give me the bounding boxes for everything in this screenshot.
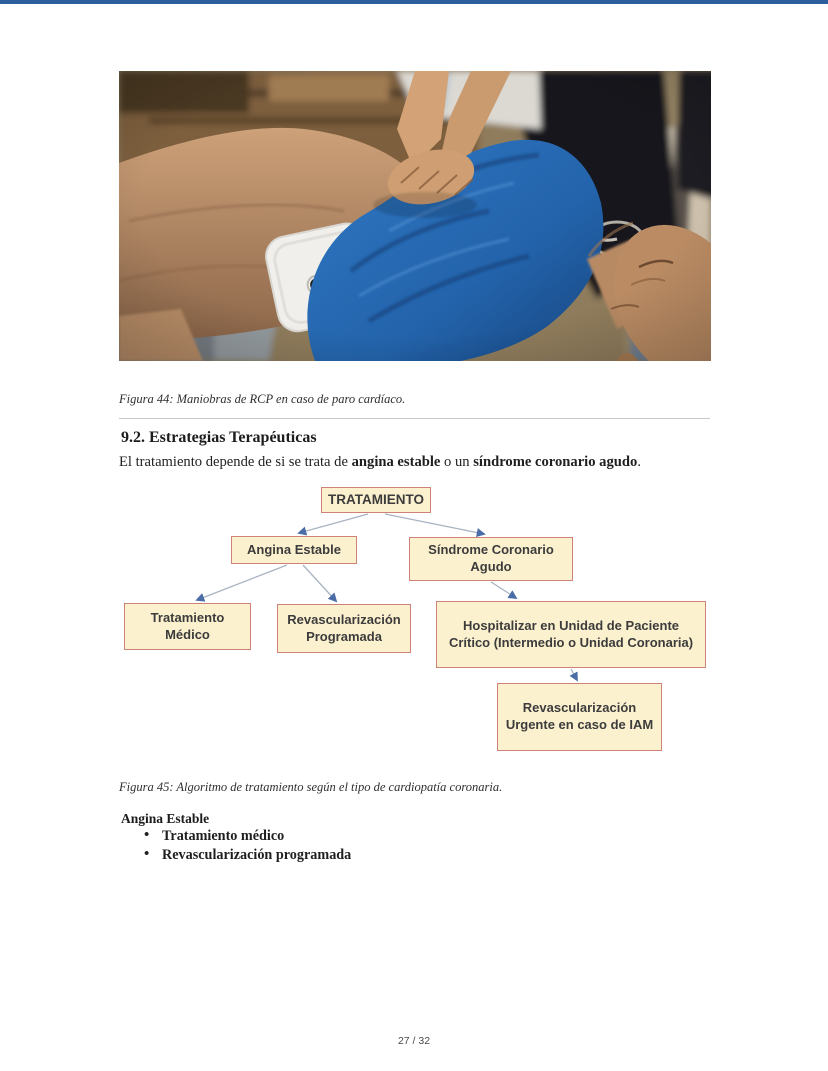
- section-heading: 9.2. Estrategias Terapéuticas: [121, 429, 317, 446]
- flowchart-node-tratamiento-medico: Tratamiento Médico: [124, 603, 251, 650]
- angina-estable-subheading: Angina Estable: [121, 811, 210, 826]
- bullet-tratamiento-medico: • Tratamiento médico: [138, 829, 351, 843]
- section-divider: [119, 418, 710, 419]
- paragraph-text: .: [637, 454, 641, 470]
- intro-paragraph: [119, 453, 719, 472]
- page-number: 27 / 32: [397, 1035, 431, 1047]
- figure-44-caption: Figura 44: Maniobras de RCP en caso de paro cardíaco.: [119, 392, 406, 406]
- page-top-accent-bar: [0, 0, 828, 4]
- flowchart-node-sindrome-coronario: Síndrome Coronario Agudo: [409, 537, 573, 581]
- figure-44-photo: [119, 71, 711, 361]
- paragraph-text: o un: [440, 454, 474, 470]
- bold-sindrome-coronario: síndrome coronario agudo: [473, 454, 638, 470]
- paragraph-text: El tratamiento depende de si se trata de: [119, 454, 352, 470]
- angina-bullet-list: [138, 829, 351, 866]
- bold-angina-estable: angina estable: [351, 454, 441, 470]
- flowchart-node-revascularizacion-programada: Revascularización Programada: [277, 604, 411, 653]
- flowchart-node-tratamiento: TRATAMIENTO: [321, 487, 431, 513]
- bullet-revascularizacion-programada: • Revascularización programada: [138, 848, 351, 862]
- cpr-photo-illustration: [119, 71, 711, 361]
- flowchart-node-hospitalizar: Hospitalizar en Unidad de Paciente Crítico (Intermedio o Unidad Coronaria): [436, 601, 706, 668]
- flowchart-node-revascularizacion-urgente: Revascularización Urgente en caso de IAM: [497, 683, 662, 751]
- flowchart-node-angina-estable: Angina Estable: [231, 536, 357, 564]
- treatment-flowchart: [0, 485, 828, 757]
- figure-45-caption: Figura 45: Algoritmo de tratamiento según el tipo de cardiopatía coronaria.: [119, 780, 503, 794]
